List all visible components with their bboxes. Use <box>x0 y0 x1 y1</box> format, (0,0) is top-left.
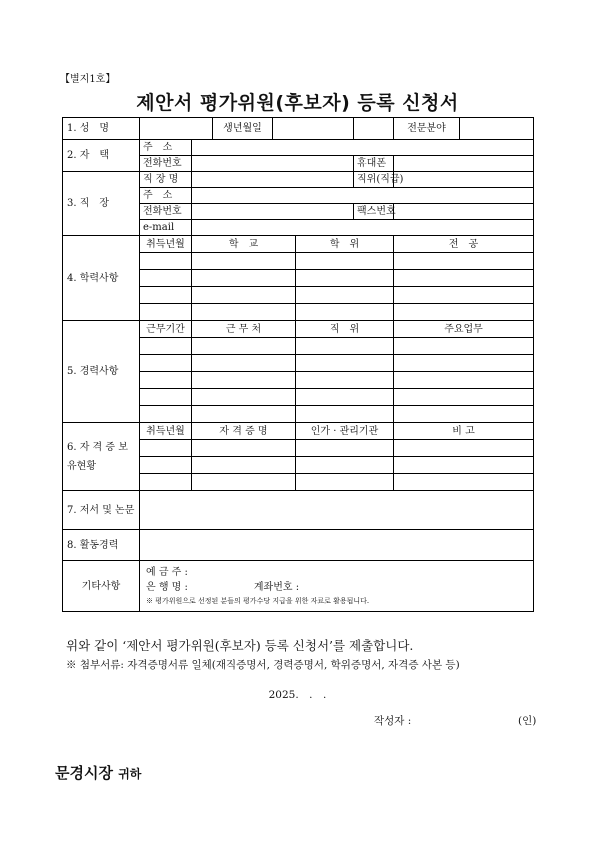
cell[interactable] <box>192 474 296 491</box>
cell[interactable] <box>140 372 192 389</box>
education-col-degree: 학 위 <box>296 236 394 253</box>
birth-label: 생년월일 <box>213 118 273 140</box>
cell[interactable] <box>140 338 192 355</box>
name-value[interactable] <box>140 118 213 140</box>
field-value[interactable] <box>460 118 534 140</box>
publications-label: 7. 저서 및 논문 <box>63 491 140 530</box>
attachments-note: ※ 첨부서류: 자격증명서류 일체(재직증명서, 경력증명서, 학위증명서, 자격증 사본 등) <box>66 659 460 671</box>
cell[interactable] <box>296 338 394 355</box>
position-value[interactable] <box>394 172 534 188</box>
home-label: 2. 자 택 <box>63 140 140 172</box>
cell[interactable] <box>394 457 534 474</box>
work-label: 3. 직 장 <box>63 172 140 236</box>
cell[interactable] <box>192 338 296 355</box>
license-col-date: 취득년월 <box>140 423 192 440</box>
education-label: 4. 학력사항 <box>63 236 140 321</box>
career-header-row <box>63 321 534 338</box>
cell[interactable] <box>140 474 192 491</box>
career-label: 5. 경력사항 <box>63 321 140 423</box>
cell[interactable] <box>192 304 296 321</box>
cell[interactable] <box>394 304 534 321</box>
cell[interactable] <box>296 389 394 406</box>
workplace-label: 직 장 명 <box>140 172 192 188</box>
education-header-row <box>63 236 534 253</box>
recipient-name: 문경시장 <box>55 764 113 782</box>
cell[interactable] <box>394 253 534 270</box>
position-label: 직위(직급) <box>354 172 394 188</box>
activities-value[interactable] <box>140 530 534 561</box>
writer-label: 작성자 : <box>374 715 412 727</box>
email-label: e-mail <box>140 220 192 236</box>
cell[interactable] <box>192 287 296 304</box>
cell[interactable] <box>394 338 534 355</box>
etc-label: 기타사항 <box>63 561 140 612</box>
recipient <box>55 762 141 783</box>
cell[interactable] <box>140 406 192 423</box>
bank-line <box>146 580 530 595</box>
work-phone-value[interactable] <box>192 204 354 220</box>
cell[interactable] <box>140 355 192 372</box>
account-label: 계좌번호 : <box>253 582 300 593</box>
education-col-major: 전 공 <box>394 236 534 253</box>
date-line: 2025. . . <box>268 689 327 701</box>
cell[interactable] <box>192 253 296 270</box>
home-phone-label: 전화번호 <box>140 156 192 172</box>
cell[interactable] <box>140 253 192 270</box>
activities-row <box>63 530 534 561</box>
cell[interactable] <box>296 355 394 372</box>
publications-value[interactable] <box>140 491 534 530</box>
cell[interactable] <box>296 372 394 389</box>
cell[interactable] <box>296 457 394 474</box>
cell[interactable] <box>192 440 296 457</box>
mobile-label: 휴대폰 <box>354 156 394 172</box>
education-col-school: 학 교 <box>192 236 296 253</box>
home-address-value[interactable] <box>192 140 534 156</box>
cell[interactable] <box>296 474 394 491</box>
cell[interactable] <box>192 270 296 287</box>
cell[interactable] <box>296 253 394 270</box>
cell[interactable] <box>296 304 394 321</box>
cell[interactable] <box>140 287 192 304</box>
mobile-value[interactable] <box>394 156 534 172</box>
work-address-value[interactable] <box>192 188 534 204</box>
bank-label: 은 행 명 : <box>146 582 188 593</box>
application-form-table <box>62 117 534 612</box>
spacer-cell <box>354 118 394 140</box>
etc-content <box>140 561 534 612</box>
recipient-suffix: 귀하 <box>118 767 142 781</box>
cell[interactable] <box>140 440 192 457</box>
license-col-remarks: 비 고 <box>394 423 534 440</box>
submit-statement: 위와 같이 ‘제안서 평가위원(후보자) 등록 신청서’를 제출합니다. <box>66 638 414 653</box>
work-phone-label: 전화번호 <box>140 204 192 220</box>
cell[interactable] <box>296 287 394 304</box>
home-address-row <box>63 140 534 156</box>
fax-label: 팩스번호 <box>354 204 394 220</box>
cell[interactable] <box>394 406 534 423</box>
birth-value[interactable] <box>273 118 354 140</box>
cell[interactable] <box>140 457 192 474</box>
seal-mark: (인) <box>518 715 537 727</box>
publications-row <box>63 491 534 530</box>
cell[interactable] <box>394 355 534 372</box>
cell[interactable] <box>140 389 192 406</box>
cell[interactable] <box>296 440 394 457</box>
license-col-name: 자 격 증 명 <box>192 423 296 440</box>
cell[interactable] <box>394 270 534 287</box>
activities-label: 8. 활동경력 <box>63 530 140 561</box>
home-address-label: 주 소 <box>140 140 192 156</box>
cell[interactable] <box>296 270 394 287</box>
cell[interactable] <box>192 372 296 389</box>
email-value[interactable] <box>192 220 534 236</box>
cell[interactable] <box>192 355 296 372</box>
cell[interactable] <box>394 287 534 304</box>
page-title: 제안서 평가위원(후보자) 등록 신청서 <box>136 92 459 114</box>
cell[interactable] <box>394 372 534 389</box>
career-col-company: 근 무 처 <box>192 321 296 338</box>
education-col-date: 취득년월 <box>140 236 192 253</box>
cell[interactable] <box>394 474 534 491</box>
name-label: 1. 성 명 <box>63 118 140 140</box>
cell[interactable] <box>192 457 296 474</box>
cell[interactable] <box>394 440 534 457</box>
etc-row <box>63 561 534 612</box>
field-label: 전문분야 <box>394 118 460 140</box>
fax-value[interactable] <box>394 204 534 220</box>
workplace-value[interactable] <box>192 172 354 188</box>
cell[interactable] <box>192 389 296 406</box>
home-phone-value[interactable] <box>192 156 354 172</box>
depositor-label: 예 금 주 : <box>146 567 188 578</box>
work-address-label: 주 소 <box>140 188 192 204</box>
license-col-authority: 인가 · 관리기관 <box>296 423 394 440</box>
etc-note: ※ 평가위원으로 선정된 분들의 평가수당 지급을 위한 자료로 활용됩니다. <box>146 597 370 605</box>
workplace-row <box>63 172 534 188</box>
cell[interactable] <box>140 270 192 287</box>
cell[interactable] <box>394 389 534 406</box>
career-col-duties: 주요업무 <box>394 321 534 338</box>
form-number: 【별지1호】 <box>60 74 116 85</box>
cell[interactable] <box>192 406 296 423</box>
license-label: 6. 자 격 증 보유현황 <box>63 423 140 491</box>
cell[interactable] <box>140 304 192 321</box>
license-header-row <box>63 423 534 440</box>
cell[interactable] <box>296 406 394 423</box>
career-col-period: 근무기간 <box>140 321 192 338</box>
career-col-position: 직 위 <box>296 321 394 338</box>
name-row <box>63 118 534 140</box>
